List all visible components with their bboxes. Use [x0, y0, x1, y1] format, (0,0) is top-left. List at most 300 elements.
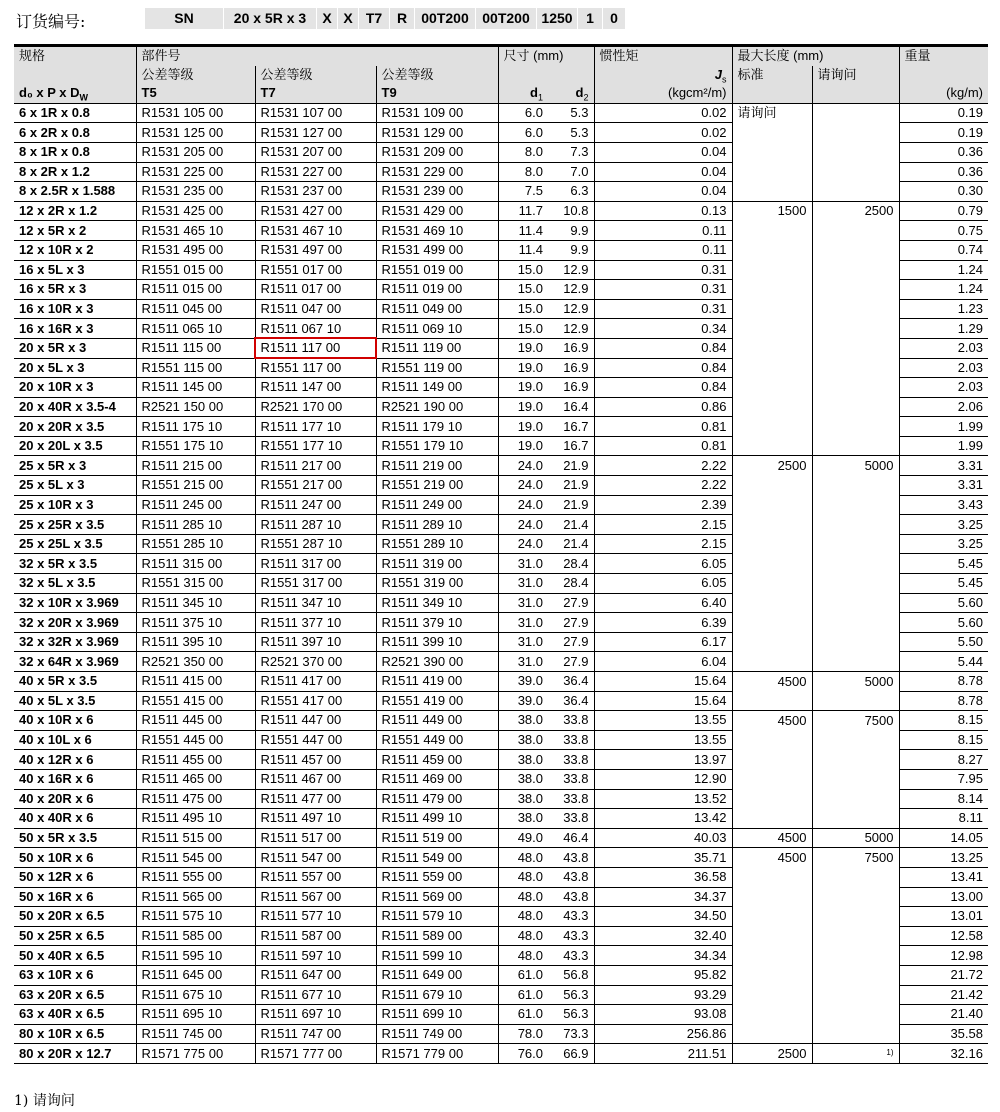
cell-spec: 20 x 5R x 3: [14, 338, 136, 358]
table-row: [14, 965, 988, 985]
cell-standard: 4500: [732, 672, 812, 692]
cell-inquiry: [812, 358, 899, 378]
cell-standard: [732, 789, 812, 809]
table-row: [14, 711, 988, 731]
cell-t7: R2521 370 00: [255, 652, 376, 672]
cell-t7: R1531 107 00: [255, 103, 376, 123]
cell-d2: 43.3: [548, 907, 594, 927]
cell-d1: 24.0: [498, 515, 548, 535]
cell-t7: R1551 117 00: [255, 358, 376, 378]
cell-spec: 40 x 40R x 6: [14, 809, 136, 829]
cell-spec: 12 x 2R x 1.2: [14, 201, 136, 221]
cell-weight: 5.50: [899, 632, 988, 652]
cell-inquiry: [812, 221, 899, 241]
table-row: [14, 338, 988, 358]
cell-inquiry: [812, 534, 899, 554]
table-row: [14, 534, 988, 554]
cell-js: 6.40: [594, 593, 732, 613]
cell-t9: R1531 229 00: [376, 162, 498, 182]
cell-t5: R1511 245 00: [136, 495, 255, 515]
cell-d1: 15.0: [498, 319, 548, 339]
table-row: [14, 378, 988, 398]
cell-js: 0.31: [594, 299, 732, 319]
table-row: [14, 652, 988, 672]
cell-t5: R1531 105 00: [136, 103, 255, 123]
cell-t5: R1511 565 00: [136, 887, 255, 907]
cell-t7: R1571 777 00: [255, 1044, 376, 1064]
cell-d2: 12.9: [548, 299, 594, 319]
cell-weight: 0.36: [899, 142, 988, 162]
cell-d2: 21.4: [548, 534, 594, 554]
cell-js: 256.86: [594, 1024, 732, 1044]
cell-js: 35.71: [594, 848, 732, 868]
table-row: [14, 985, 988, 1005]
order-code-cell: 00T200: [415, 8, 475, 29]
cell-spec: 25 x 25R x 3.5: [14, 515, 136, 535]
table-row: [14, 221, 988, 241]
cell-t7: R1531 127 00: [255, 123, 376, 143]
cell-t5: R1511 015 00: [136, 280, 255, 300]
cell-d1: 8.0: [498, 142, 548, 162]
cell-standard: [732, 436, 812, 456]
cell-d1: 48.0: [498, 867, 548, 887]
cell-js: 36.58: [594, 867, 732, 887]
cell-inquiry: [812, 769, 899, 789]
cell-weight: 5.44: [899, 652, 988, 672]
cell-t5: R1511 495 10: [136, 809, 255, 829]
cell-weight: 1.29: [899, 319, 988, 339]
cell-standard: [732, 338, 812, 358]
cell-d2: 43.3: [548, 926, 594, 946]
header-t5: T5: [136, 84, 255, 103]
cell-js: 13.55: [594, 711, 732, 731]
cell-spec: 12 x 5R x 2: [14, 221, 136, 241]
cell-t7: R1531 227 00: [255, 162, 376, 182]
cell-t7: R1511 477 00: [255, 789, 376, 809]
order-code-cells: [145, 8, 625, 29]
cell-standard: [732, 926, 812, 946]
cell-spec: 20 x 5L x 3: [14, 358, 136, 378]
cell-spec: 80 x 10R x 6.5: [14, 1024, 136, 1044]
cell-spec: 40 x 10R x 6: [14, 711, 136, 731]
table-row: [14, 240, 988, 260]
table-row: [14, 750, 988, 770]
cell-t7: R1511 067 10: [255, 319, 376, 339]
cell-t7: R1511 587 00: [255, 926, 376, 946]
cell-t7: R1511 347 10: [255, 593, 376, 613]
cell-weight: 5.45: [899, 554, 988, 574]
cell-t7: R1511 147 00: [255, 378, 376, 398]
cell-weight: 0.74: [899, 240, 988, 260]
cell-t9: R2521 190 00: [376, 397, 498, 417]
table-row: [14, 926, 988, 946]
order-code-row: [0, 0, 1000, 38]
cell-inquiry: [812, 965, 899, 985]
table-row: [14, 280, 988, 300]
cell-d2: 9.9: [548, 240, 594, 260]
cell-d1: 31.0: [498, 593, 548, 613]
cell-standard: [732, 221, 812, 241]
cell-inquiry: [812, 142, 899, 162]
cell-js: 6.05: [594, 574, 732, 594]
cell-js: 40.03: [594, 828, 732, 848]
cell-d2: 27.9: [548, 632, 594, 652]
cell-standard: [732, 809, 812, 829]
cell-js: 34.50: [594, 907, 732, 927]
cell-spec: 20 x 20R x 3.5: [14, 417, 136, 437]
cell-t5: R1511 465 00: [136, 769, 255, 789]
table-row: [14, 672, 988, 692]
cell-standard: [732, 887, 812, 907]
cell-weight: 8.78: [899, 691, 988, 711]
cell-d2: 21.9: [548, 476, 594, 496]
cell-t5: R2521 150 00: [136, 397, 255, 417]
cell-standard: [732, 965, 812, 985]
cell-js: 34.34: [594, 946, 732, 966]
cell-d1: 48.0: [498, 848, 548, 868]
cell-d1: 11.4: [498, 240, 548, 260]
cell-d2: 43.8: [548, 848, 594, 868]
cell-t5: R1551 285 10: [136, 534, 255, 554]
cell-d2: 66.9: [548, 1044, 594, 1064]
cell-weight: 0.75: [899, 221, 988, 241]
cell-d1: 31.0: [498, 554, 548, 574]
cell-t5: R1511 585 00: [136, 926, 255, 946]
cell-t9: R1551 319 00: [376, 574, 498, 594]
cell-d1: 6.0: [498, 103, 548, 123]
cell-t5: R1511 455 00: [136, 750, 255, 770]
order-code-cell: SN: [145, 8, 223, 29]
cell-d2: 56.3: [548, 985, 594, 1005]
table-row: [14, 397, 988, 417]
cell-standard: [732, 632, 812, 652]
cell-t9: R1511 249 00: [376, 495, 498, 515]
cell-t7: R1531 237 00: [255, 182, 376, 202]
cell-spec: 6 x 2R x 0.8: [14, 123, 136, 143]
cell-inquiry: 5000: [812, 672, 899, 692]
cell-t9: R1511 569 00: [376, 887, 498, 907]
cell-t9: R1551 419 00: [376, 691, 498, 711]
cell-t5: R1511 045 00: [136, 299, 255, 319]
cell-d2: 12.9: [548, 319, 594, 339]
cell-d1: 24.0: [498, 456, 548, 476]
order-code-cell: T7: [359, 8, 389, 29]
cell-d2: 7.3: [548, 142, 594, 162]
table-row: [14, 946, 988, 966]
cell-t7: R1511 497 10: [255, 809, 376, 829]
cell-inquiry: [812, 1005, 899, 1025]
cell-weight: 12.98: [899, 946, 988, 966]
cell-inquiry: [812, 319, 899, 339]
cell-js: 0.11: [594, 240, 732, 260]
cell-d1: 48.0: [498, 946, 548, 966]
cell-d1: 48.0: [498, 907, 548, 927]
header-tol-grade-t7: 公差等级: [255, 66, 376, 85]
header-tol-grade-t9: 公差等级: [376, 66, 498, 85]
cell-spec: 40 x 5L x 3.5: [14, 691, 136, 711]
cell-js: 15.64: [594, 672, 732, 692]
table-row: [14, 789, 988, 809]
cell-spec: 32 x 5R x 3.5: [14, 554, 136, 574]
table-row: [14, 1005, 988, 1025]
cell-js: 0.02: [594, 123, 732, 143]
cell-js: 6.05: [594, 554, 732, 574]
cell-inquiry: [812, 260, 899, 280]
cell-d2: 56.8: [548, 965, 594, 985]
cell-t9: R1511 599 10: [376, 946, 498, 966]
cell-d2: 56.3: [548, 1005, 594, 1025]
cell-standard: [732, 691, 812, 711]
cell-spec: 50 x 12R x 6: [14, 867, 136, 887]
cell-standard: [732, 946, 812, 966]
table-row: [14, 613, 988, 633]
cell-t5: R1511 445 00: [136, 711, 255, 731]
cell-t7: R1511 017 00: [255, 280, 376, 300]
cell-d1: 76.0: [498, 1044, 548, 1064]
table-row: [14, 632, 988, 652]
cell-standard: [732, 730, 812, 750]
cell-t5: R1551 415 00: [136, 691, 255, 711]
cell-js: 34.37: [594, 887, 732, 907]
cell-d2: 73.3: [548, 1024, 594, 1044]
cell-t5: R1551 015 00: [136, 260, 255, 280]
cell-inquiry: [812, 554, 899, 574]
cell-weight: 8.15: [899, 711, 988, 731]
cell-spec: 25 x 10R x 3: [14, 495, 136, 515]
order-code-cell: X: [338, 8, 358, 29]
cell-standard: 2500: [732, 1044, 812, 1064]
cell-t9: R1531 129 00: [376, 123, 498, 143]
cell-standard: [732, 769, 812, 789]
cell-standard: [732, 652, 812, 672]
cell-spec: 40 x 20R x 6: [14, 789, 136, 809]
header-tol-grade-t5: 公差等级: [136, 66, 255, 85]
cell-inquiry: [812, 809, 899, 829]
cell-spec: 32 x 32R x 3.969: [14, 632, 136, 652]
cell-d2: 27.9: [548, 652, 594, 672]
cell-weight: 0.79: [899, 201, 988, 221]
cell-spec: 20 x 10R x 3: [14, 378, 136, 398]
cell-t7: R1511 547 00: [255, 848, 376, 868]
header-spec-formula: d₀ x P x $D_W$: [14, 84, 136, 103]
cell-weight: 8.11: [899, 809, 988, 829]
cell-standard: 4500: [732, 711, 812, 731]
cell-t7: R1511 557 00: [255, 867, 376, 887]
cell-t9: R1511 019 00: [376, 280, 498, 300]
order-code-cell: 00T200: [476, 8, 536, 29]
cell-t7: R1511 417 00: [255, 672, 376, 692]
order-code-cell: R: [390, 8, 414, 29]
cell-standard: [732, 515, 812, 535]
header-weight-unit: (kg/m): [899, 84, 988, 103]
cell-spec: 25 x 5R x 3: [14, 456, 136, 476]
table-row: [14, 769, 988, 789]
cell-d1: 11.7: [498, 201, 548, 221]
cell-d2: 43.8: [548, 867, 594, 887]
cell-js: 6.04: [594, 652, 732, 672]
cell-t7: R1531 207 00: [255, 142, 376, 162]
cell-t5: R1511 065 10: [136, 319, 255, 339]
table-row: [14, 436, 988, 456]
cell-spec: 20 x 40R x 3.5-4: [14, 397, 136, 417]
cell-spec: 50 x 20R x 6.5: [14, 907, 136, 927]
cell-d2: 6.3: [548, 182, 594, 202]
cell-js: 6.17: [594, 632, 732, 652]
cell-spec: 50 x 5R x 3.5: [14, 828, 136, 848]
cell-d1: 24.0: [498, 495, 548, 515]
cell-t9: R1571 779 00: [376, 1044, 498, 1064]
cell-inquiry: [812, 240, 899, 260]
cell-spec: 50 x 10R x 6: [14, 848, 136, 868]
cell-js: 211.51: [594, 1044, 732, 1064]
cell-standard: [732, 142, 812, 162]
cell-d1: 38.0: [498, 809, 548, 829]
cell-js: 6.39: [594, 613, 732, 633]
cell-t5: R1551 315 00: [136, 574, 255, 594]
table-row: [14, 495, 988, 515]
cell-t7: R1511 517 00: [255, 828, 376, 848]
cell-t7: R1551 287 10: [255, 534, 376, 554]
cell-t9: R1511 649 00: [376, 965, 498, 985]
cell-spec: 16 x 5R x 3: [14, 280, 136, 300]
cell-spec: 32 x 20R x 3.969: [14, 613, 136, 633]
cell-standard: [732, 358, 812, 378]
cell-t7: R1511 217 00: [255, 456, 376, 476]
cell-t5: R1571 775 00: [136, 1044, 255, 1064]
cell-weight: 13.01: [899, 907, 988, 927]
cell-spec: 50 x 16R x 6: [14, 887, 136, 907]
cell-t7: R1551 177 10: [255, 436, 376, 456]
header-row-3: [14, 84, 988, 103]
cell-inquiry: [812, 476, 899, 496]
cell-inquiry: [812, 985, 899, 1005]
cell-d1: 78.0: [498, 1024, 548, 1044]
cell-standard: [732, 417, 812, 437]
cell-t9: R1511 499 10: [376, 809, 498, 829]
cell-weight: 21.72: [899, 965, 988, 985]
cell-inquiry: [812, 907, 899, 927]
header-weight: 重量: [899, 46, 988, 66]
cell-standard: [732, 907, 812, 927]
cell-t5: R1511 415 00: [136, 672, 255, 692]
cell-d2: 16.9: [548, 378, 594, 398]
cell-standard: [732, 260, 812, 280]
order-code-cell: 20 x 5R x 3: [224, 8, 316, 29]
cell-t7: R1511 117 00: [255, 338, 376, 358]
cell-d1: 8.0: [498, 162, 548, 182]
cell-t9: R1511 459 00: [376, 750, 498, 770]
cell-d1: 39.0: [498, 691, 548, 711]
cell-standard: [732, 476, 812, 496]
cell-js: 0.34: [594, 319, 732, 339]
cell-d2: 36.4: [548, 691, 594, 711]
cell-d2: 5.3: [548, 103, 594, 123]
cell-t5: R1511 375 10: [136, 613, 255, 633]
cell-t5: R1551 445 00: [136, 730, 255, 750]
cell-d1: 31.0: [498, 632, 548, 652]
header-part-no: 部件号: [136, 46, 498, 66]
cell-d1: 6.0: [498, 123, 548, 143]
cell-t7: R1511 457 00: [255, 750, 376, 770]
cell-inquiry: [812, 299, 899, 319]
cell-d1: 11.4: [498, 221, 548, 241]
cell-js: 0.04: [594, 182, 732, 202]
cell-t9: R1511 219 00: [376, 456, 498, 476]
table-row: [14, 1044, 988, 1064]
cell-d1: 31.0: [498, 574, 548, 594]
cell-t5: R1531 225 00: [136, 162, 255, 182]
cell-t9: R1511 379 10: [376, 613, 498, 633]
cell-d2: 16.9: [548, 358, 594, 378]
cell-spec: 40 x 10L x 6: [14, 730, 136, 750]
cell-t9: R1511 419 00: [376, 672, 498, 692]
cell-weight: 12.58: [899, 926, 988, 946]
cell-d2: 28.4: [548, 554, 594, 574]
cell-d2: 27.9: [548, 613, 594, 633]
cell-d2: 33.8: [548, 789, 594, 809]
cell-d1: 15.0: [498, 260, 548, 280]
cell-t9: R1551 219 00: [376, 476, 498, 496]
cell-weight: 3.31: [899, 476, 988, 496]
table-row: [14, 260, 988, 280]
cell-weight: 32.16: [899, 1044, 988, 1064]
cell-js: 0.31: [594, 280, 732, 300]
cell-d2: 10.8: [548, 201, 594, 221]
cell-spec: 16 x 10R x 3: [14, 299, 136, 319]
table-row: [14, 691, 988, 711]
cell-t5: R1551 215 00: [136, 476, 255, 496]
cell-inquiry: 7500: [812, 711, 899, 731]
cell-js: 0.04: [594, 162, 732, 182]
table-row: [14, 417, 988, 437]
cell-inquiry: [812, 495, 899, 515]
table-row: [14, 299, 988, 319]
cell-t9: R1551 449 00: [376, 730, 498, 750]
cell-weight: 5.45: [899, 574, 988, 594]
table-row: [14, 887, 988, 907]
header-standard: 标准: [732, 66, 812, 85]
cell-spec: 63 x 20R x 6.5: [14, 985, 136, 1005]
cell-d1: 19.0: [498, 417, 548, 437]
cell-t5: R1511 595 10: [136, 946, 255, 966]
header-t7: T7: [255, 84, 376, 103]
cell-js: 93.08: [594, 1005, 732, 1025]
cell-standard: [732, 280, 812, 300]
cell-d2: 33.8: [548, 730, 594, 750]
cell-inquiry: [812, 613, 899, 633]
cell-d1: 48.0: [498, 926, 548, 946]
cell-standard: 4500: [732, 828, 812, 848]
cell-standard: 请询问: [732, 103, 812, 123]
cell-weight: 35.58: [899, 1024, 988, 1044]
header-js: $J_s$: [594, 66, 732, 85]
cell-standard: [732, 1005, 812, 1025]
header-d2: $d_2$: [548, 84, 594, 103]
cell-weight: 13.25: [899, 848, 988, 868]
cell-d1: 15.0: [498, 280, 548, 300]
cell-inquiry: [812, 397, 899, 417]
cell-t9: R1511 069 10: [376, 319, 498, 339]
cell-t9: R1531 209 00: [376, 142, 498, 162]
cell-t9: R1551 019 00: [376, 260, 498, 280]
cell-t7: R1531 497 00: [255, 240, 376, 260]
cell-weight: 8.14: [899, 789, 988, 809]
cell-t9: R1531 239 00: [376, 182, 498, 202]
cell-inquiry: [812, 436, 899, 456]
cell-inquiry: 5000: [812, 456, 899, 476]
cell-js: 15.64: [594, 691, 732, 711]
cell-t9: R1531 499 00: [376, 240, 498, 260]
